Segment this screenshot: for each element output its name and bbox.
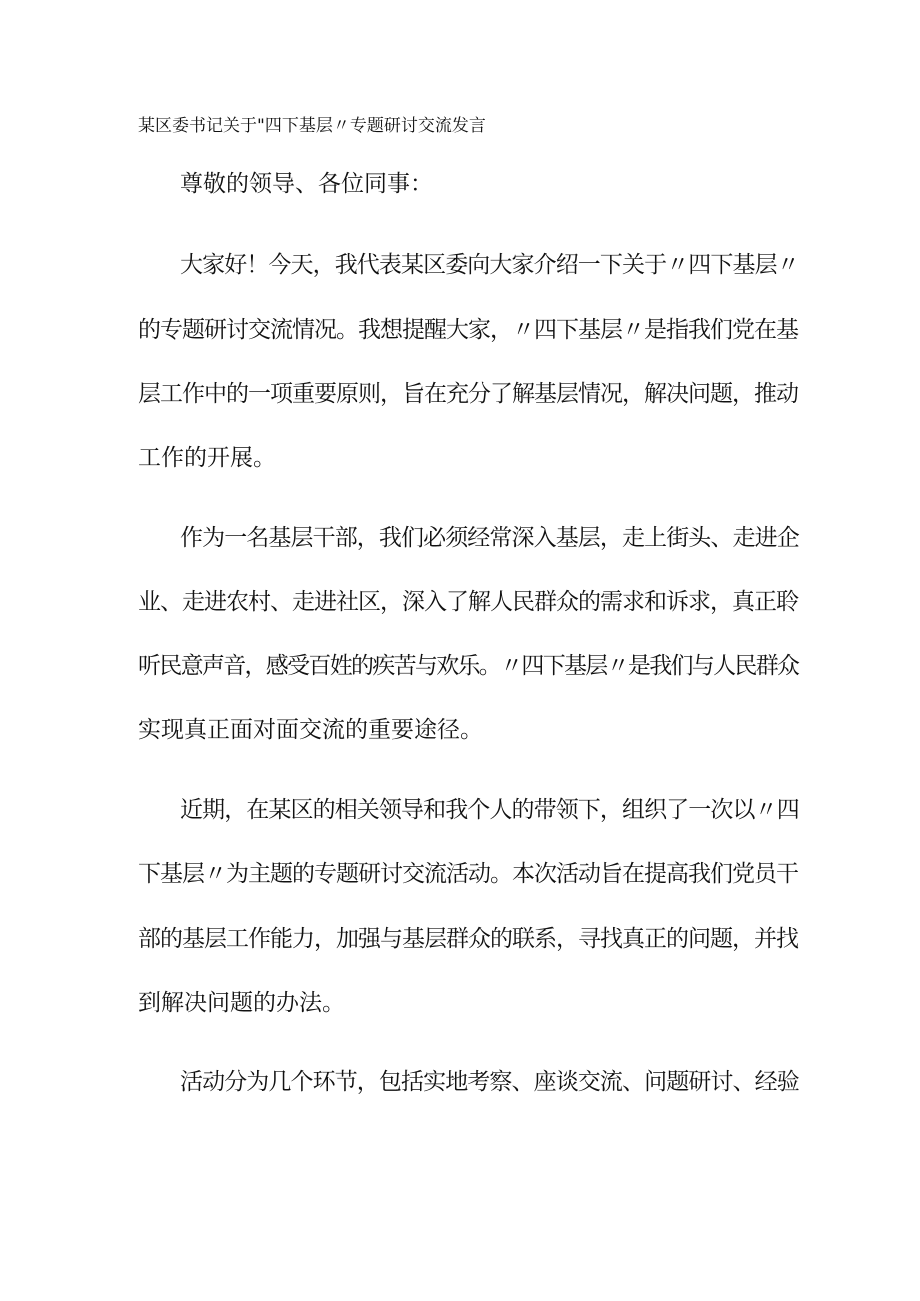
paragraph-2-line-4: 实现真正面对面交流的重要途径。 — [138, 717, 483, 743]
paragraph-1-line-4: 工作的开展。 — [138, 445, 276, 471]
paragraph-3-line-2: 下基层〃为主题的专题研讨交流活动。本次活动旨在提高我们党员干 — [138, 861, 798, 887]
salutation: 尊敬的领导、各位同事： — [180, 171, 433, 197]
paragraph-1-line-3: 层工作中的一项重要原则，旨在充分了解基层情况，解决问题，推动 — [138, 381, 798, 407]
paragraph-3-line-4: 到解决问题的办法。 — [138, 990, 345, 1016]
paragraph-4-line-1: 活动分为几个环节，包括实地考察、座谈交流、问题研讨、经验 — [180, 1069, 799, 1095]
paragraph-1-line-1: 大家好！今天，我代表某区委向大家介绍一下关于〃四下基层〃 — [180, 252, 799, 278]
paragraph-1-line-2: 的专题研讨交流情况。我想提醒大家，〃四下基层〃是指我们党在基 — [138, 317, 798, 343]
document-title: 某区委书记关于"四下基层〃专题研讨交流发言 — [138, 116, 486, 136]
paragraph-2-line-3: 听民意声音，感受百姓的疾苦与欢乐。〃四下基层〃是我们与人民群众 — [138, 653, 799, 679]
paragraph-2-line-1: 作为一名基层干部，我们必须经常深入基层，走上街头、走进企 — [180, 525, 799, 551]
paragraph-3-line-3: 部的基层工作能力，加强与基层群众的联系，寻找真正的问题，并找 — [138, 926, 798, 952]
paragraph-2-line-2: 业、走进农村、走进社区，深入了解人民群众的需求和诉求，真正聆 — [138, 589, 798, 615]
paragraph-3-line-1: 近期，在某区的相关领导和我个人的带领下，组织了一次以〃四 — [180, 797, 799, 823]
